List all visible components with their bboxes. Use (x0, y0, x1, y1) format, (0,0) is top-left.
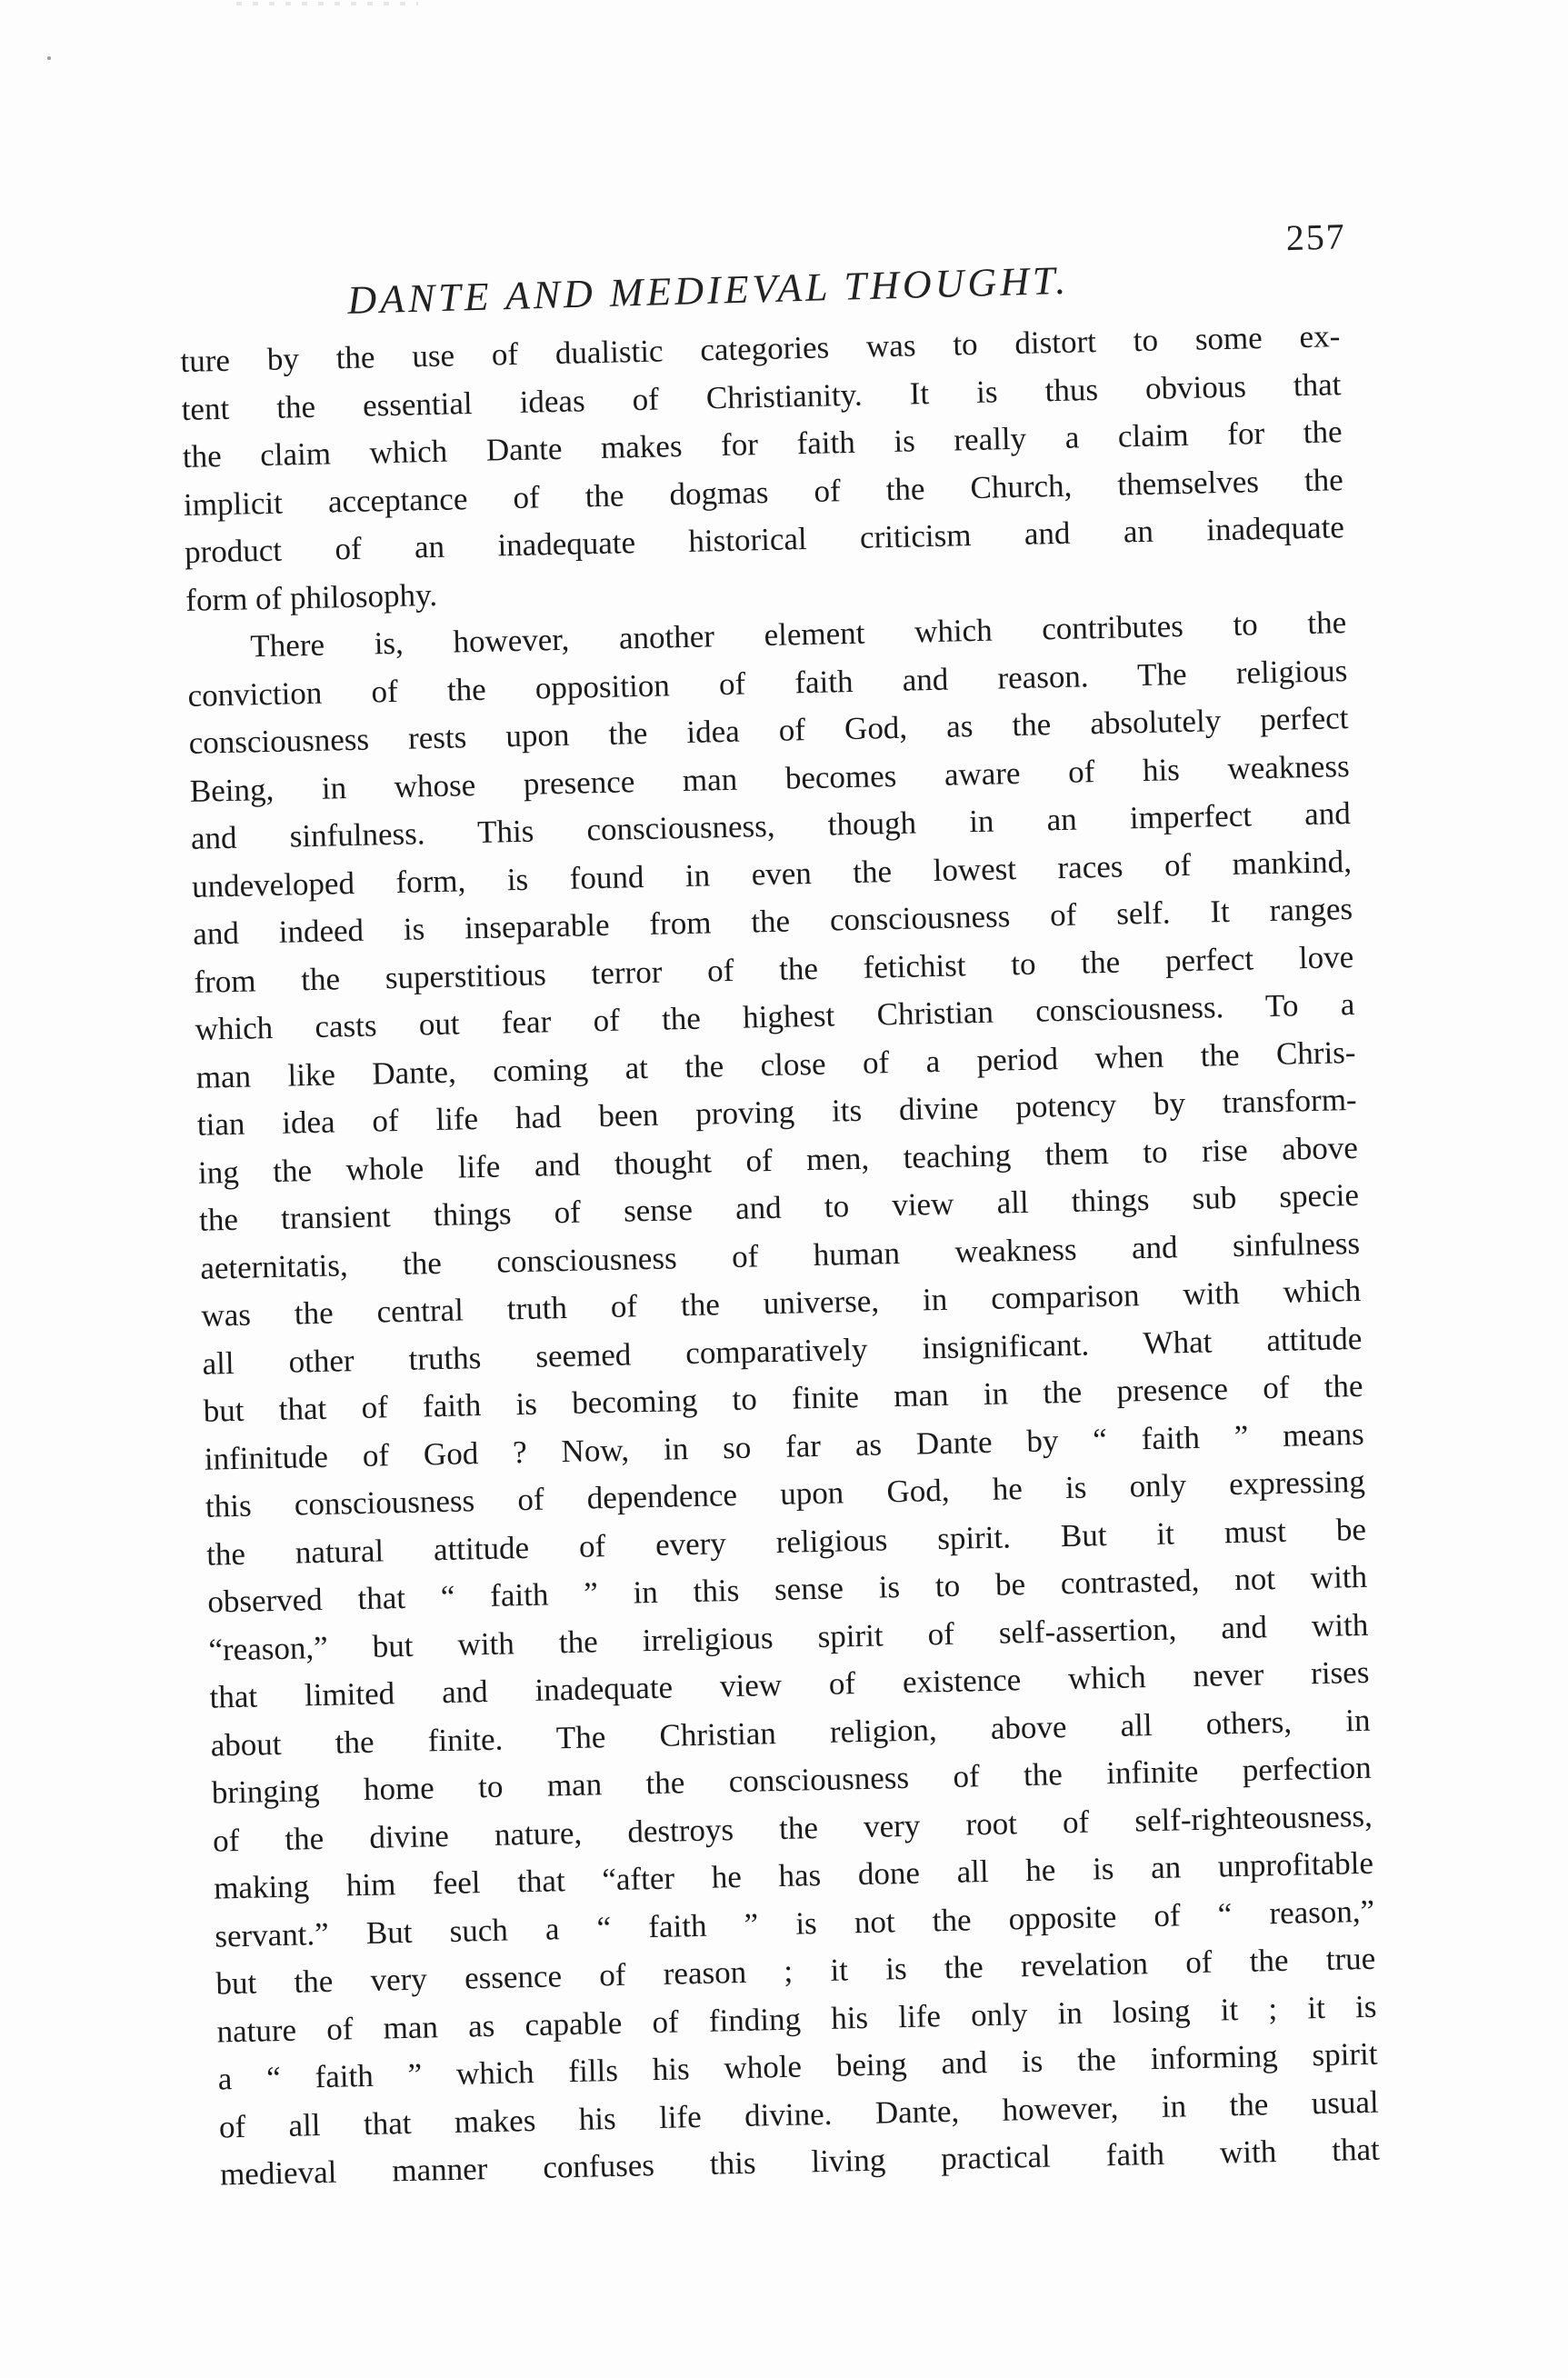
text-line: of the divine nature, destroys the very root of self-righteousness, (212, 1797, 1373, 1859)
text-line: tian idea of life had been proving its divine potency by transform- (196, 1081, 1358, 1143)
page-header (182, 195, 1357, 327)
text-line: observed that “ faith ” in this sense is to be contrasted, not with (206, 1558, 1368, 1620)
text-line: consciousness rests upon the idea of God, as the absolutely perfect (188, 700, 1349, 761)
text-line: from the superstitious terror of the fetichist to the perfect love (194, 938, 1354, 1000)
scan-speck (47, 56, 51, 60)
text-line: infinitude of God ? Now, in so far as Dante by “ faith ” means (204, 1415, 1365, 1477)
text-line: all other truths seemed comparatively insignificant. What attitude (202, 1320, 1363, 1382)
text-line: ture by the use of dualistic categories was to distort to some ex- (180, 318, 1341, 379)
page-number: 257 (1285, 215, 1347, 259)
text-line: medieval manner confuses this living practical faith with that (219, 2131, 1381, 2193)
text-line: of all that makes his life divine. Dante, however, in the usual (218, 2083, 1380, 2145)
text-line: making him feel that “after he has done all he is an unprofitable (213, 1844, 1374, 1906)
text-line: bringing home to man the consciousness of the infinite perfection (211, 1749, 1373, 1811)
text-line: a “ faith ” which fills his whole being and is the informing spirit (217, 2035, 1378, 2097)
text-line: that limited and inadequate view of existence which never rises (209, 1654, 1370, 1715)
text-line: and sinfulness. This consciousness, though in an imperfect and (190, 795, 1352, 856)
text-line: but that of faith is becoming to finite man in the presence of the (203, 1367, 1363, 1429)
text-line: but the very essence of reason ; it is the revelation of the true (215, 1940, 1376, 2002)
body-text (180, 313, 1380, 2199)
text-line: aeternitatis, the consciousness of human weakness and sinfulness (199, 1224, 1361, 1286)
text-line: ing the whole life and thought of men, teaching them to rise above (197, 1129, 1359, 1191)
text-line: and indeed is inseparable from the consciousness of self. It ranges (192, 891, 1353, 952)
text-line: form of philosophy. (185, 576, 438, 618)
text-line: about the finite. The Christian religion, above all others, in (210, 1702, 1371, 1764)
text-line: this consciousness of dependence upon God, he is only expressing (205, 1463, 1366, 1524)
text-line: the natural attitude of every religious spirit. But it must be (205, 1511, 1367, 1573)
text-line: nature of man as capable of finding his life only in losing it ; it is (216, 1988, 1377, 2050)
text-line: servant.” But such a “ faith ” is not the opposite of “ reason,” (214, 1893, 1375, 1954)
text-line: product of an inadequate historical criticism and an inadequate (184, 509, 1345, 570)
text-line: man like Dante, coming at the close of a period when the Chris- (195, 1034, 1356, 1095)
text-line: undeveloped form, is found in even the lowest races of mankind, (191, 843, 1353, 904)
text-line: implicit acceptance of the dogmas of the Church, themselves the (183, 461, 1344, 523)
text-line: was the central truth of the universe, in comparison with which (201, 1272, 1362, 1334)
text-line: which casts out fear of the highest Christian consciousness. To a (195, 985, 1355, 1047)
text-line: “reason,” but with the irreligious spirit of self-assertion, and with (208, 1606, 1369, 1668)
text-line: conviction of the opposition of faith and reason. The religious (187, 652, 1348, 714)
running-head: DANTE AND MEDIEVAL THOUGHT. (346, 257, 1070, 323)
text-line: the claim which Dante makes for faith is really a claim for the (182, 414, 1343, 475)
text-line: Being, in whose presence man becomes aware of his weakness (189, 747, 1350, 809)
text-line: There is, however, another element which contributes to the (249, 604, 1347, 664)
text-line: the transient things of sense and to view all things sub specie (198, 1176, 1360, 1238)
text-line: tent the essential ideas of Christianity. It is thus obvious that (181, 365, 1342, 427)
scan-artifact (236, 2, 418, 5)
